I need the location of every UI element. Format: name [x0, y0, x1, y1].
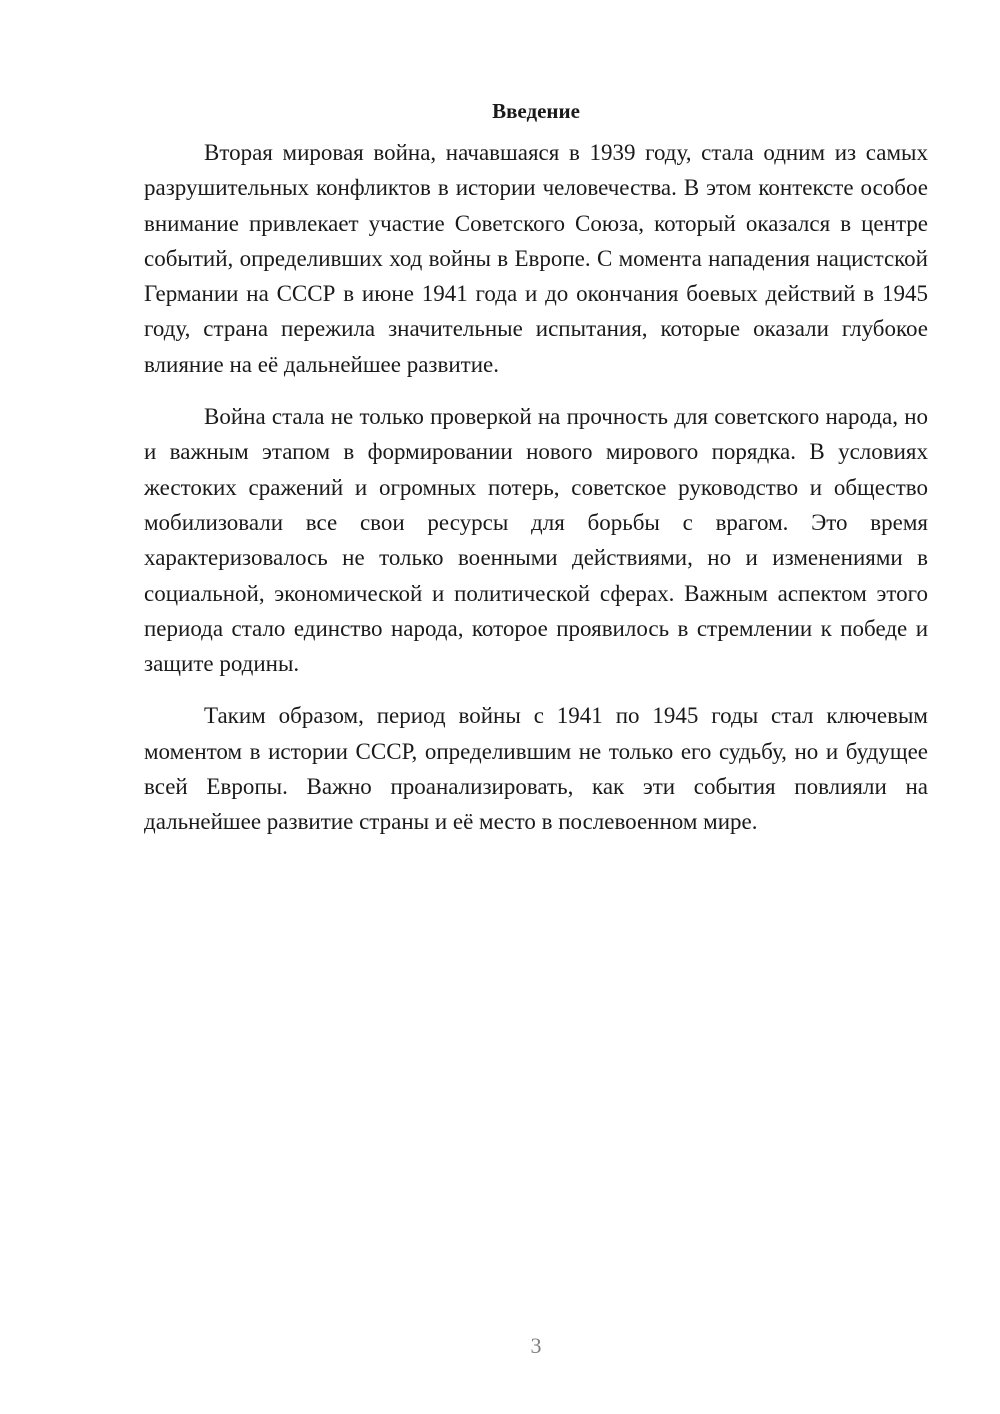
section-title: Введение	[492, 99, 580, 123]
paragraph-2: Война стала не только проверкой на прочность для советского народа, но и важным этапом в формировании нового мирового порядка. В условиях жестоких сражений и огромных потерь, советское руководство и общество мобилизовали все свои ресурсы для борьбы с врагом. Это время характеризовалось не только военными действиями, но и изменениями в социальной, экономической и политической сферах. Важным аспектом этого периода стало единство народа, которое проявилось в стремлении к победе и защите родины.	[144, 404, 928, 677]
page-number: 3	[530, 1333, 542, 1358]
page-content	[144, 96, 928, 857]
paragraph-1: Вторая мировая война, начавшаяся в 1939 году, стала одним из самых разрушительных конфликтов в истории человечества. В этом контексте особое внимание привлекает участие Советского Союза, который оказался в центре событий, определивших ход войны в Европе. С момента нападения нацистской Германии на СССР в июне 1941 года и до окончания боевых действий в 1945 году, страна пережила значительные испытания, которые оказали глубокое влияние на её дальнейшее развитие.	[144, 140, 928, 377]
paragraph-3: Таким образом, период войны с 1941 по 1945 годы стал ключевым моментом в истории СССР, определившим не только его судьбу, но и будущее всей Европы. Важно проанализировать, как эти события повлияли на дальнейшее развитие страны и её место в послевоенном мире.	[144, 703, 928, 835]
